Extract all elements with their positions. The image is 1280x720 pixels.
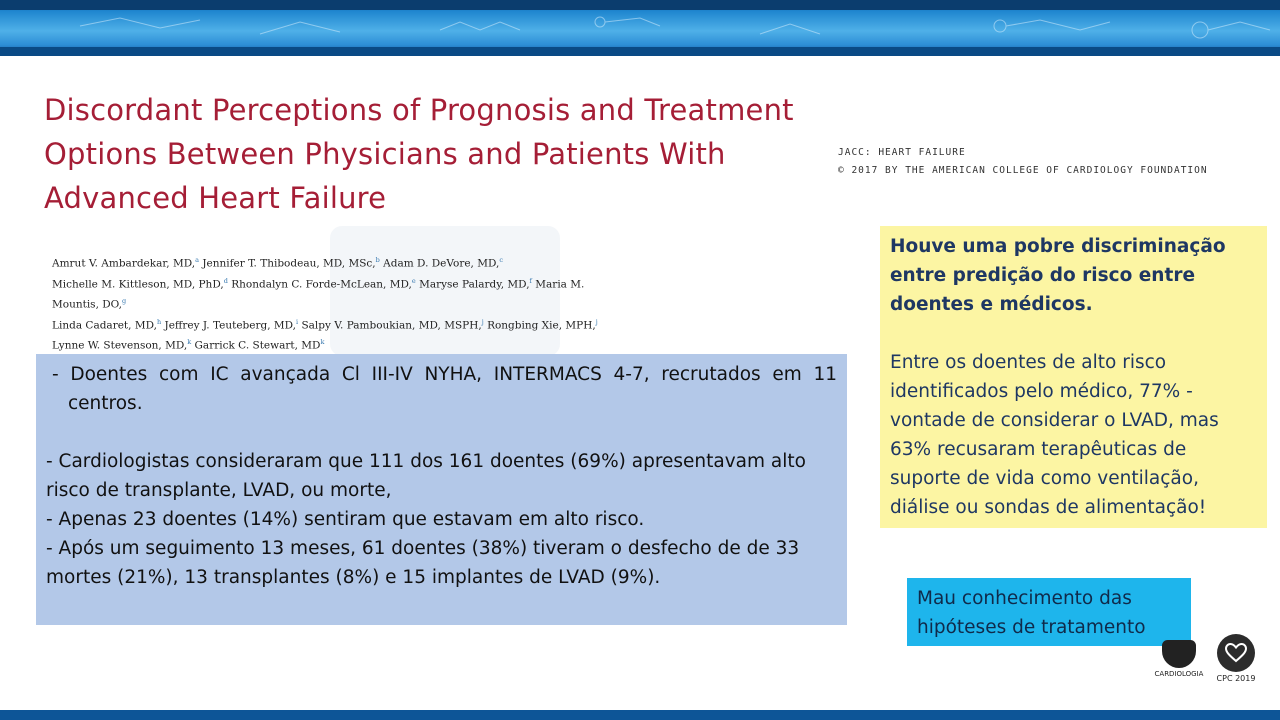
author-line [52, 273, 632, 314]
author-affiliation: h [156, 317, 162, 326]
author-affiliation: i [296, 317, 299, 326]
heart-icon [1217, 634, 1255, 672]
author-name: Lynne W. Stevenson, MD, [52, 339, 188, 352]
author-affiliation: g [122, 297, 127, 305]
author-name: Maria M. Mountis, DO, [52, 278, 585, 311]
top-banner [0, 0, 1280, 56]
summary-item-followup: - Após um seguimento 13 meses, 61 doentes (38%) tiveram o desfecho de de 33 mortes (21%), 13 transplantes (8%) e 15 implantes de LVAD (9%). [46, 538, 800, 588]
author-affiliation: f [529, 276, 532, 285]
author-name: Adam D. DeVore, MD, [383, 257, 500, 270]
heart-outline-icon [1225, 643, 1247, 663]
author-list [52, 252, 632, 355]
author-affiliation: d [223, 276, 228, 285]
spc-logo-label: CARDIOLOGIA [1154, 670, 1204, 678]
study-summary-box [36, 354, 847, 625]
author-line [52, 314, 632, 335]
note-body: Entre os doentes de alto risco identificados pelo médico, 77% - vontade de considerar o LVAD, mas 63% recusaram terapêuticas de suporte de vida como ventilação, diálise ou sondas de alimentação! [890, 352, 1219, 518]
author-name: Garrick C. Stewart, MD [194, 339, 321, 352]
summary-item-cardiologists: - Cardiologistas consideraram que 111 dos 161 doentes (69%) apresentavam alto risco de transplante, LVAD, ou morte, [46, 451, 806, 501]
author-name: Jennifer T. Thibodeau, MD, MSc, [202, 257, 376, 270]
spc-logo [1152, 640, 1206, 690]
summary-item-population: - Doentes com IC avançada Cl III-IV NYHA, INTERMACS 4-7, recrutados em 11 centros. [52, 364, 837, 414]
cpc-logo [1214, 634, 1258, 683]
journal-copyright: © 2017 BY THE AMERICAN COLLEGE OF CARDIOLOGY FOUNDATION [838, 165, 1208, 176]
banner-bottom-strip [0, 47, 1280, 56]
author-affiliation: j [481, 317, 484, 326]
spc-emblem-icon [1162, 640, 1196, 668]
callout-box: Mau conhecimento das hipóteses de tratamento [907, 578, 1191, 646]
journal-name: JACC: HEART FAILURE [838, 147, 966, 158]
author-affiliation: e [411, 276, 416, 285]
summary-item-patients: - Apenas 23 doentes (14%) sentiram que estavam em alto risco. [46, 509, 645, 530]
note-heading: Houve uma pobre discriminação entre predição do risco entre doentes e médicos. [890, 236, 1226, 315]
author-name: Maryse Palardy, MD, [419, 278, 530, 290]
author-line [52, 334, 632, 355]
cpc-logo-label: CPC 2019 [1216, 674, 1256, 683]
author-affiliation: a [195, 256, 199, 264]
author-line [52, 252, 632, 273]
journal-info [838, 144, 1208, 180]
author-affiliation: k [187, 338, 192, 346]
author-affiliation: k [320, 338, 325, 346]
summary-spacer [46, 418, 837, 447]
author-name: Jeffrey J. Teuteberg, MD, [164, 319, 297, 331]
author-name: Linda Cadaret, MD, [52, 319, 157, 331]
author-affiliation: c [499, 256, 504, 264]
note-spacer [890, 319, 1259, 348]
author-affiliation: j [595, 317, 598, 326]
author-name: Salpy V. Pamboukian, MD, MSPH, [301, 319, 482, 331]
author-name: Michelle M. Kittleson, MD, PhD, [52, 278, 224, 290]
author-name: Amrut V. Ambardekar, MD, [52, 257, 196, 270]
author-affiliation: b [375, 256, 380, 264]
author-name: Rhondalyn C. Forde-McLean, MD, [231, 278, 412, 290]
bottom-bar [0, 710, 1280, 720]
conclusion-note-box [880, 226, 1267, 528]
author-name: Rongbing Xie, MPH, [487, 319, 596, 331]
article-title: Discordant Perceptions of Prognosis and Treatment Options Between Physicians and Patients With Advanced Heart Failure [44, 93, 794, 215]
